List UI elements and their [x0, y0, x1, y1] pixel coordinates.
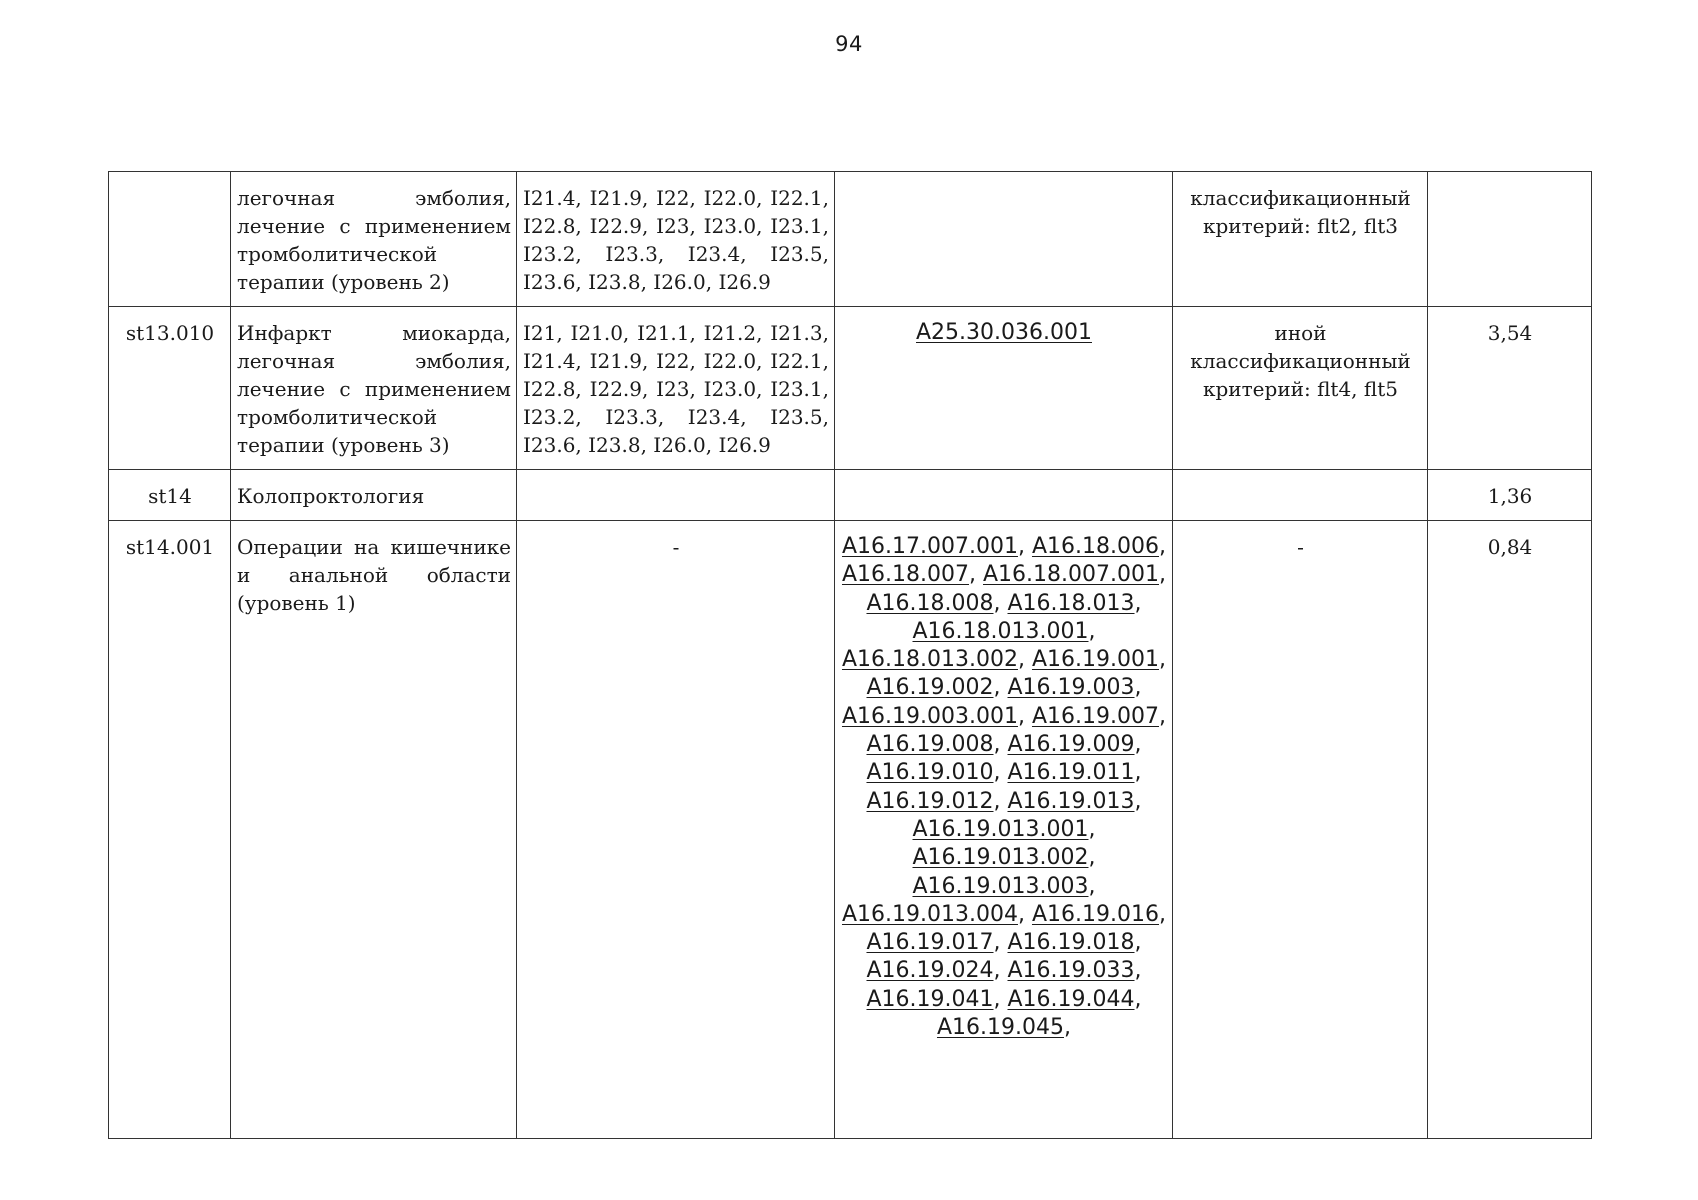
- row-criterion: [1173, 470, 1428, 521]
- service-code-link[interactable]: A16.18.007: [841, 562, 969, 588]
- service-code-link[interactable]: A16.19.024: [866, 958, 994, 984]
- row-diagnoses: [517, 307, 835, 470]
- service-code-link[interactable]: A16.19.010: [866, 760, 994, 786]
- service-code-link[interactable]: A16.19.018: [1007, 930, 1135, 956]
- service-code-link[interactable]: A16.19.008: [866, 732, 994, 758]
- row-diagnoses-text: -: [672, 535, 680, 559]
- service-code-link[interactable]: A16.18.008: [866, 590, 994, 616]
- service-code-link[interactable]: A16.18.007.001: [983, 562, 1159, 588]
- row-name-text: Операции на кишечнике и анальной области (уровень 1): [237, 535, 511, 615]
- row-diagnoses-text: I21.4, I21.9, I22, I22.0, I22.1, I22.8, I22.9, I23, I23.0, I23.1, I23.2, I23.3, I23.4, I23.5, I23.6, I23.8, I26.0, I26.9: [523, 186, 829, 294]
- row-diagnoses: [517, 470, 835, 521]
- row-services: [835, 172, 1173, 307]
- service-code-link[interactable]: A16.19.013.002: [912, 845, 1089, 871]
- service-code-link[interactable]: A16.19.017: [866, 930, 994, 956]
- row-name-text: легочная эмболия, лечение с применением тромболитической терапии (уровень 2): [237, 186, 511, 294]
- service-code-link[interactable]: A16.19.012: [866, 788, 994, 814]
- service-code-link[interactable]: A16.19.013.003: [912, 873, 1089, 899]
- row-criterion: -: [1173, 521, 1428, 1139]
- service-code-link[interactable]: A16.19.041: [866, 986, 994, 1012]
- service-code-link[interactable]: A16.19.016: [1031, 901, 1159, 927]
- row-coefficient: 1,36: [1428, 470, 1592, 521]
- row-criterion: классификационный критерий: flt2, flt3: [1173, 172, 1428, 307]
- row-services: A16.17.007.001, A16.18.006, A16.18.007, A16.18.007.001, A16.18.008, A16.18.013, A16.18.013.001, A16.18.013.002, A16.19.001, A16.19.002, A16.19.003, A16.19.003.001, A16.19.007, A16.19.008, A16.19.009, A16.19.010, A16.19.011, A16.19.012, A16.19.013, A16.19.013.001, A16.19.013.002, A16.19.013.003, A16.19.013.004, A16.19.016, A16.19.017, A16.19.018, A16.19.024, A16.19.033, A16.19.041, A16.19.044, A16.19.045,: [835, 521, 1173, 1139]
- row-criterion: иной классификационный критерий: flt4, flt5: [1173, 307, 1428, 470]
- service-code-link[interactable]: A16.19.007: [1031, 703, 1159, 729]
- row-name: [231, 521, 517, 1139]
- row-code: st14.001: [109, 521, 231, 1139]
- row-diagnoses: [517, 521, 835, 1139]
- row-name-text: Колопроктология: [237, 484, 425, 508]
- service-code-link[interactable]: A16.19.009: [1007, 732, 1135, 758]
- table-row: [109, 307, 1592, 470]
- row-coefficient: [1428, 172, 1592, 307]
- service-code-link[interactable]: A16.19.002: [866, 675, 994, 701]
- row-services: [835, 470, 1173, 521]
- service-code-link[interactable]: A16.19.013.001: [912, 816, 1089, 842]
- row-code: st13.010: [109, 307, 231, 470]
- row-name: [231, 307, 517, 470]
- row-coefficient: 3,54: [1428, 307, 1592, 470]
- row-name: [231, 172, 517, 307]
- row-name: [231, 470, 517, 521]
- service-code-link[interactable]: A16.19.045: [936, 1015, 1064, 1041]
- tariff-table: [108, 171, 1592, 1139]
- service-code-link[interactable]: A16.18.006: [1031, 534, 1159, 559]
- row-diagnoses-text: I21, I21.0, I21.1, I21.2, I21.3, I21.4, I21.9, I22, I22.0, I22.1, I22.8, I22.9, I23, I23.0, I23.1, I23.2, I23.3, I23.4, I23.5, I23.6, I23.8, I26.0, I26.9: [523, 321, 829, 457]
- table-row: [109, 470, 1592, 521]
- service-code-link[interactable]: A16.19.044: [1007, 986, 1135, 1012]
- service-code-link[interactable]: A16.19.001: [1031, 647, 1159, 673]
- row-services: [835, 307, 1173, 470]
- table-row: [109, 172, 1592, 307]
- service-code-link[interactable]: A16.18.013.001: [912, 618, 1089, 644]
- row-code: [109, 172, 231, 307]
- service-code-link[interactable]: A16.17.007.001: [841, 534, 1018, 559]
- row-coefficient: 0,84: [1428, 521, 1592, 1139]
- row-name-text: Инфаркт миокарда, легочная эмболия, лечение с применением тромболитической терапии (уровень 3): [237, 321, 511, 457]
- service-code-link[interactable]: A16.19.013.004: [841, 901, 1018, 927]
- row-code: st14: [109, 470, 231, 521]
- service-code-link[interactable]: A25.30.036.001: [916, 320, 1092, 345]
- service-code-link[interactable]: A16.19.013: [1007, 788, 1135, 814]
- service-code-link[interactable]: A16.19.033: [1007, 958, 1135, 984]
- page-number: 94: [835, 32, 863, 56]
- row-diagnoses: [517, 172, 835, 307]
- service-code-link[interactable]: A16.19.003: [1007, 675, 1135, 701]
- service-code-link[interactable]: A16.19.003.001: [841, 703, 1018, 729]
- service-code-link[interactable]: A16.18.013: [1007, 590, 1135, 616]
- service-code-link[interactable]: A16.19.011: [1007, 760, 1135, 786]
- table-row: [109, 521, 1592, 1139]
- service-code-link[interactable]: A16.18.013.002: [841, 647, 1018, 673]
